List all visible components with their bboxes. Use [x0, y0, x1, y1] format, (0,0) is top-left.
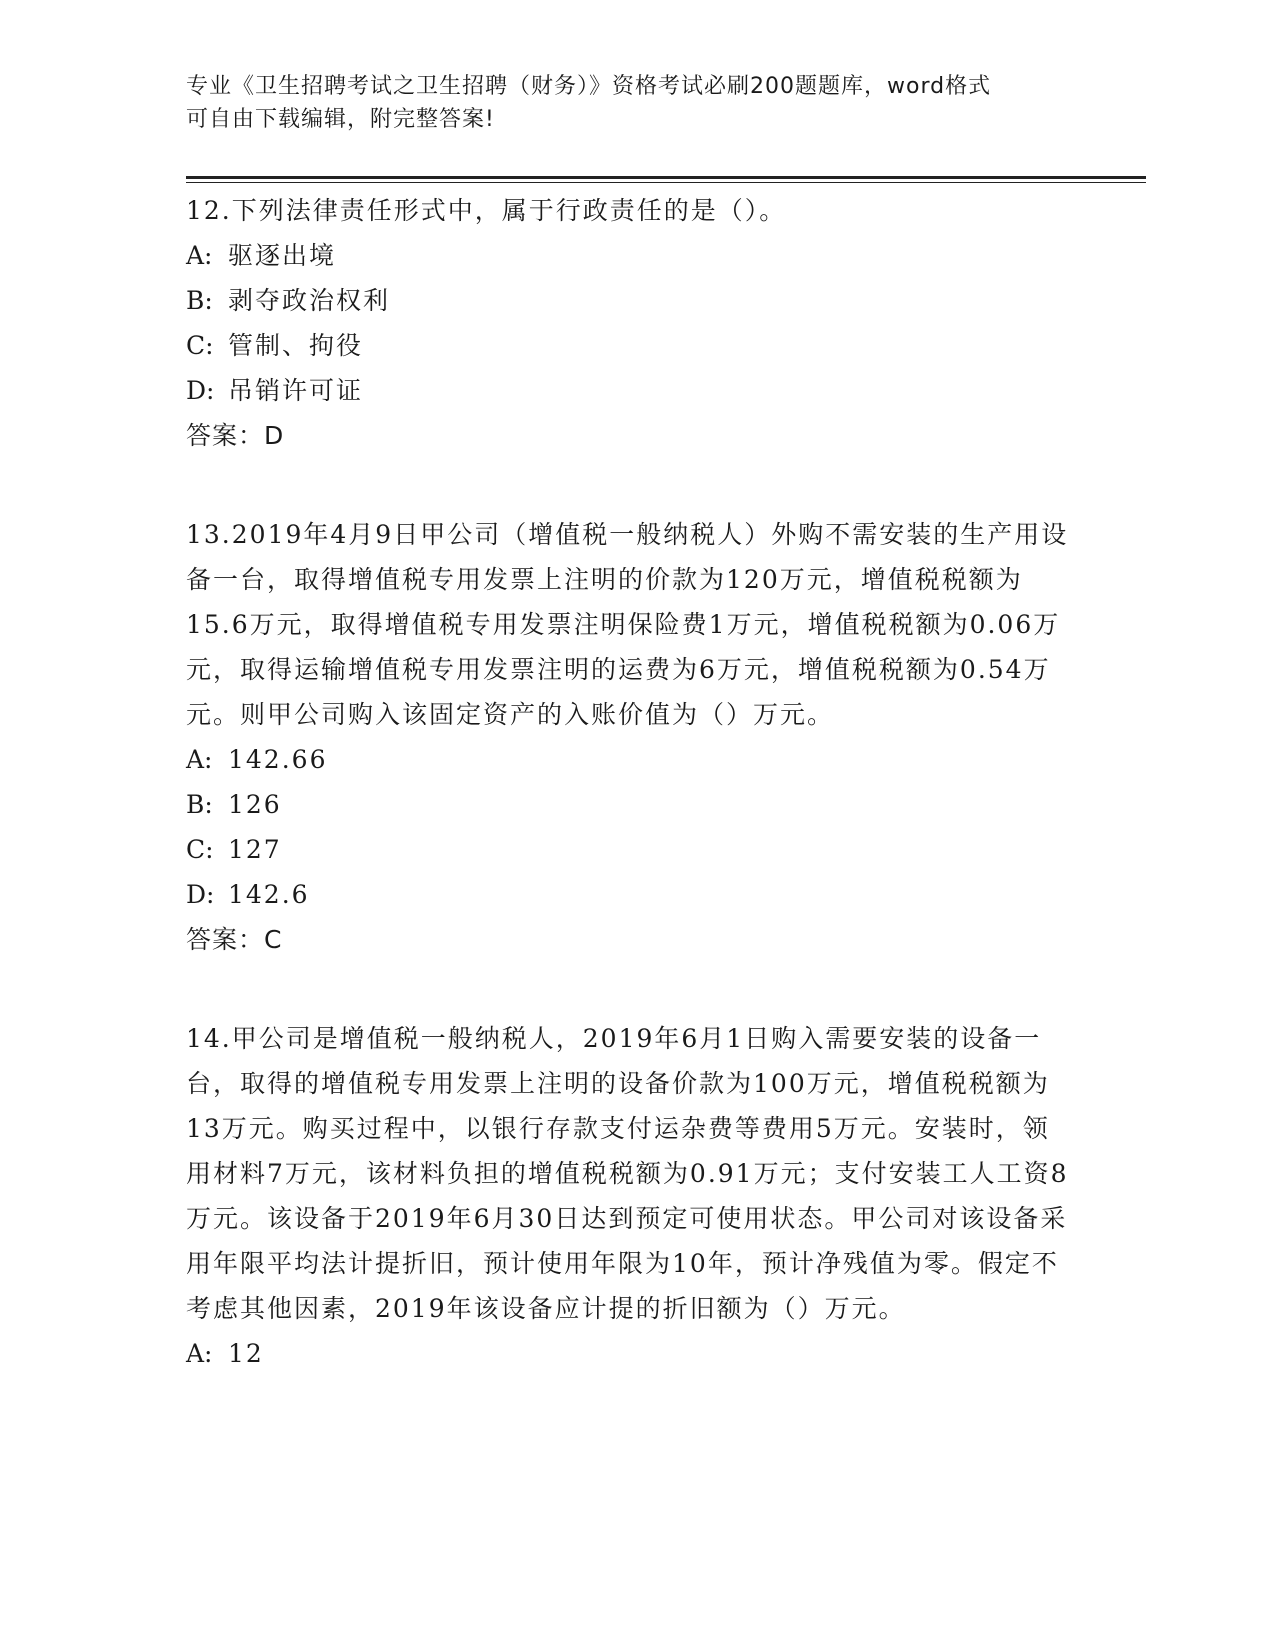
option-text: 142.66 — [228, 745, 328, 774]
option-label: A: — [186, 241, 213, 270]
question-13 — [186, 512, 1071, 962]
question-stem: 13.2019年4月9日甲公司（增值税一般纳税人）外购不需安装的生产用设备一台，取得增值税专用发票上注明的价款为120万元，增值税税额为15.6万元，取得增值税专用发票注明保险费1万元，增值税税额为0.06万元，取得运输增值税专用发票注明的运费为6万元，增值税税额为0.54万元。则甲公司购入该固定资产的入账价值为（）万元。 — [186, 520, 1069, 729]
question-stem: 14.甲公司是增值税一般纳税人，2019年6月1日购入需要安装的设备一台，取得的增值税专用发票上注明的设备价款为100万元，增值税税额为13万元。购买过程中，以银行存款支付运杂费等费用5万元。安装时，领用材料7万元，该材料负担的增值税税额为0.91万元；支付安装工人工资8万元。该设备于2019年6月30日达到预定可使用状态。甲公司对该设备采用年限平均法计提折旧，预计使用年限为10年，预计净残值为零。假定不考虑其他因素，2019年该设备应计提的折旧额为（）万元。 — [186, 1024, 1069, 1323]
option-text: 管制、拘役 — [228, 331, 364, 360]
option-a — [186, 233, 1071, 278]
option-a — [186, 737, 1071, 782]
answer-line: 答案：C — [186, 925, 283, 954]
header-divider-thin — [186, 182, 1146, 183]
option-d — [186, 872, 1071, 917]
question-14 — [186, 1016, 1071, 1376]
option-text: 142.6 — [228, 880, 310, 909]
option-label: A: — [186, 1339, 213, 1368]
header-divider-thick — [186, 176, 1146, 179]
option-label: B: — [186, 790, 213, 819]
option-label: C: — [186, 331, 214, 360]
question-list — [186, 188, 1071, 1376]
option-c — [186, 827, 1071, 872]
option-c — [186, 323, 1071, 368]
question-12 — [186, 188, 1071, 458]
option-text: 驱逐出境 — [228, 241, 337, 270]
document-header — [186, 70, 1076, 136]
option-label: A: — [186, 745, 213, 774]
option-text: 吊销许可证 — [228, 376, 364, 405]
option-label: D: — [186, 376, 215, 405]
option-text: 126 — [228, 790, 282, 819]
header-line-2: 可自由下载编辑，附完整答案! — [186, 107, 495, 132]
option-label: B: — [186, 286, 213, 315]
option-b — [186, 782, 1071, 827]
header-line-1: 专业《卫生招聘考试之卫生招聘（财务）》资格考试必刷200题题库，word格式 — [186, 74, 992, 99]
option-label: C: — [186, 835, 214, 864]
option-text: 12 — [228, 1339, 264, 1368]
answer-line: 答案：D — [186, 421, 285, 450]
question-stem: 12.下列法律责任形式中，属于行政责任的是（）。 — [186, 196, 787, 225]
option-text: 剥夺政治权利 — [228, 286, 391, 315]
option-a — [186, 1331, 1071, 1376]
option-b — [186, 278, 1071, 323]
option-text: 127 — [228, 835, 282, 864]
option-label: D: — [186, 880, 215, 909]
option-d — [186, 368, 1071, 413]
